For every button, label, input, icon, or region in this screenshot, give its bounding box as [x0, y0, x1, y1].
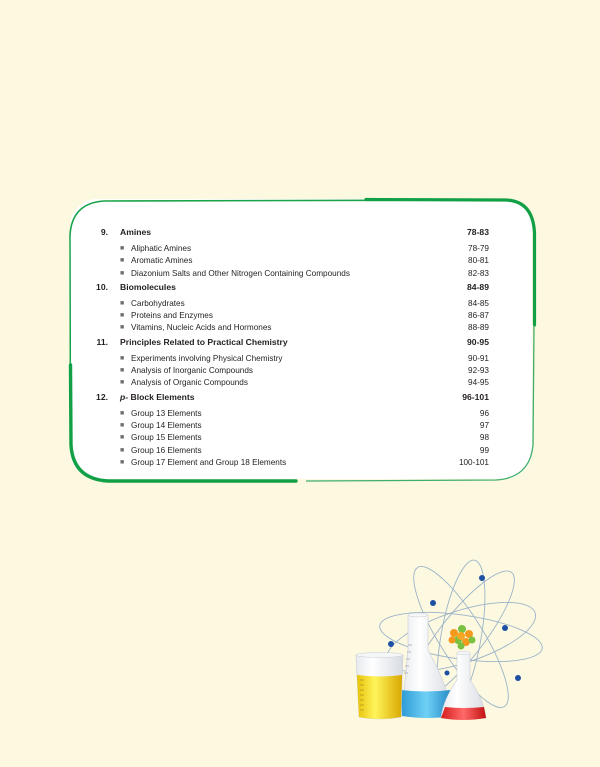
bullet-icon: ■: [120, 269, 125, 277]
chapter-number: 11.: [96, 336, 108, 347]
nucleus: [449, 625, 476, 650]
bullet-icon: ■: [120, 446, 125, 454]
topic-pages: 90-91: [468, 353, 489, 363]
topic-title: Group 16 Elements: [131, 445, 202, 455]
bullet-icon: ■: [120, 245, 125, 252]
topic-title: Group 17 Element and Group 18 Elements: [131, 457, 287, 467]
topic-row[interactable]: [70, 243, 532, 255]
chapter-title-text: Block Elements: [128, 391, 195, 402]
topic-title: Diazonium Salts and Other Nitrogen Containing Compounds: [131, 268, 350, 278]
topic-title: Analysis of Inorganic Compounds: [131, 366, 253, 376]
bullet-icon: ■: [120, 409, 125, 417]
topic-title: Carbohydrates: [131, 298, 185, 308]
topic-row[interactable]: [70, 432, 532, 444]
topic-pages: 96: [479, 408, 489, 418]
topic-row[interactable]: [70, 310, 532, 322]
topic-row[interactable]: [70, 353, 532, 365]
topic-pages: 94-95: [468, 378, 489, 388]
topic-title: Analysis of Organic Compounds: [131, 378, 248, 388]
chapter-row[interactable]: [70, 226, 532, 239]
chapter-number: 9.: [100, 227, 108, 237]
topic-title: Proteins and Enzymes: [131, 311, 213, 321]
chapter-pages: 78-83: [467, 227, 489, 237]
topic-title: Aliphatic Amines: [131, 244, 192, 253]
chapter-title: Amines: [120, 227, 152, 237]
topic-pages: 98: [479, 433, 489, 443]
chapter-title: Principles Related to Practical Chemistry: [120, 336, 288, 347]
bullet-icon: ■: [120, 379, 125, 387]
topic-row[interactable]: [70, 420, 532, 432]
topic-row[interactable]: [70, 298, 532, 310]
topic-pages: 82-83: [468, 268, 489, 278]
topic-pages: 99: [479, 445, 489, 455]
chapter-number: 12.: [96, 391, 108, 402]
topic-title: Group 13 Elements: [131, 408, 202, 418]
bullet-icon: ■: [120, 257, 125, 265]
topic-row[interactable]: [70, 268, 532, 280]
chapter-pages: 84-89: [467, 281, 489, 292]
bullet-icon: ■: [120, 434, 125, 442]
chemistry-lab-atom-icon: [340, 520, 560, 720]
topic-title: Vitamins, Nucleic Acids and Hormones: [131, 323, 272, 333]
chapter-number: 10.: [96, 281, 108, 292]
topic-pages: 100-101: [458, 457, 489, 467]
topic-row[interactable]: [70, 445, 532, 457]
chapter-row[interactable]: [70, 281, 532, 294]
tall-flask: [401, 613, 452, 718]
bullet-icon: ■: [120, 421, 125, 429]
bullet-icon: ■: [120, 367, 125, 375]
topic-row[interactable]: [70, 408, 532, 420]
topic-pages: 97: [479, 420, 489, 430]
topic-row[interactable]: [70, 457, 532, 469]
chapter-title: Biomolecules: [120, 281, 176, 292]
topic-row[interactable]: [70, 322, 532, 334]
beaker: [356, 653, 403, 720]
chapter-pages: 96-101: [462, 391, 489, 402]
topic-row[interactable]: [70, 255, 532, 267]
bullet-icon: ■: [120, 299, 125, 307]
topic-row[interactable]: [70, 377, 532, 389]
bullet-icon: ■: [120, 354, 125, 362]
topic-pages: 88-89: [468, 323, 489, 333]
topic-row[interactable]: [70, 365, 532, 377]
chapter-pages: 90-95: [467, 336, 489, 347]
erlenmeyer-flask: [441, 651, 486, 720]
topic-title: Experiments involving Physical Chemistry: [131, 353, 283, 363]
topic-pages: 78-79: [468, 244, 489, 253]
table-of-contents: [70, 226, 532, 469]
bullet-icon: ■: [120, 324, 125, 332]
chapter-row[interactable]: [70, 336, 532, 349]
topic-pages: 86-87: [468, 311, 489, 321]
chapter-title: [120, 391, 195, 404]
bullet-icon: ■: [120, 458, 125, 466]
topic-title: Group 15 Elements: [131, 433, 202, 443]
chapter-row[interactable]: [70, 391, 532, 404]
topic-pages: 92-93: [468, 366, 489, 376]
topic-pages: 84-85: [468, 298, 489, 308]
topic-title: Aromatic Amines: [131, 256, 193, 266]
topic-pages: 80-81: [468, 256, 489, 266]
chapter-title-prefix: p-: [120, 391, 129, 402]
bullet-icon: ■: [120, 312, 125, 320]
topic-title: Group 14 Elements: [131, 420, 202, 430]
